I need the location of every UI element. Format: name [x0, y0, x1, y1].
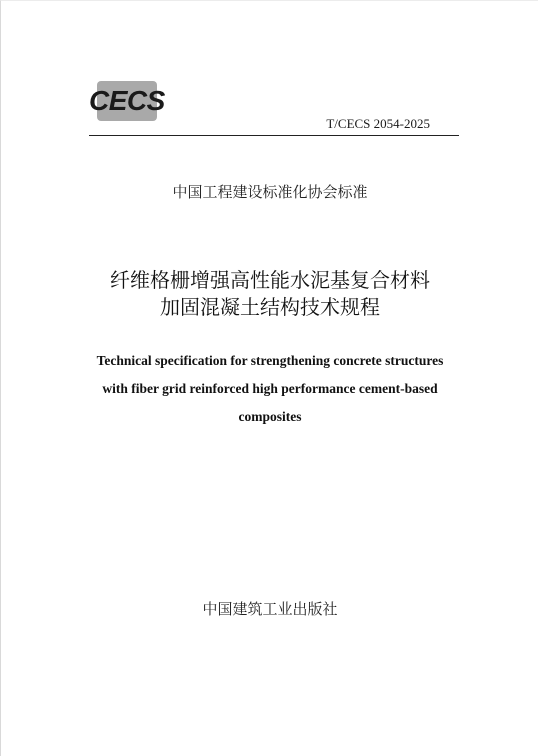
cecs-logo [89, 81, 163, 121]
english-title-line-2: with fiber grid reinforced high performance cement-based [102, 381, 438, 396]
english-title [1, 347, 538, 431]
header-rule [89, 135, 459, 136]
chinese-title-line-1: 纤维格栅增强高性能水泥基复合材料 [110, 268, 430, 292]
english-title-line-3: composites [238, 409, 302, 424]
english-title-line-1: Technical specification for strengthening concrete structures [96, 353, 444, 368]
chinese-title [1, 267, 538, 321]
association-label: 中国工程建设标准化协会标准 [172, 183, 368, 201]
standard-number: T/CECS 2054-2025 [326, 116, 430, 131]
chinese-title-line-2: 加固混凝土结构技术规程 [160, 295, 380, 319]
publisher-name: 中国建筑工业出版社 [202, 600, 338, 618]
logo-text: CECS [89, 85, 165, 116]
